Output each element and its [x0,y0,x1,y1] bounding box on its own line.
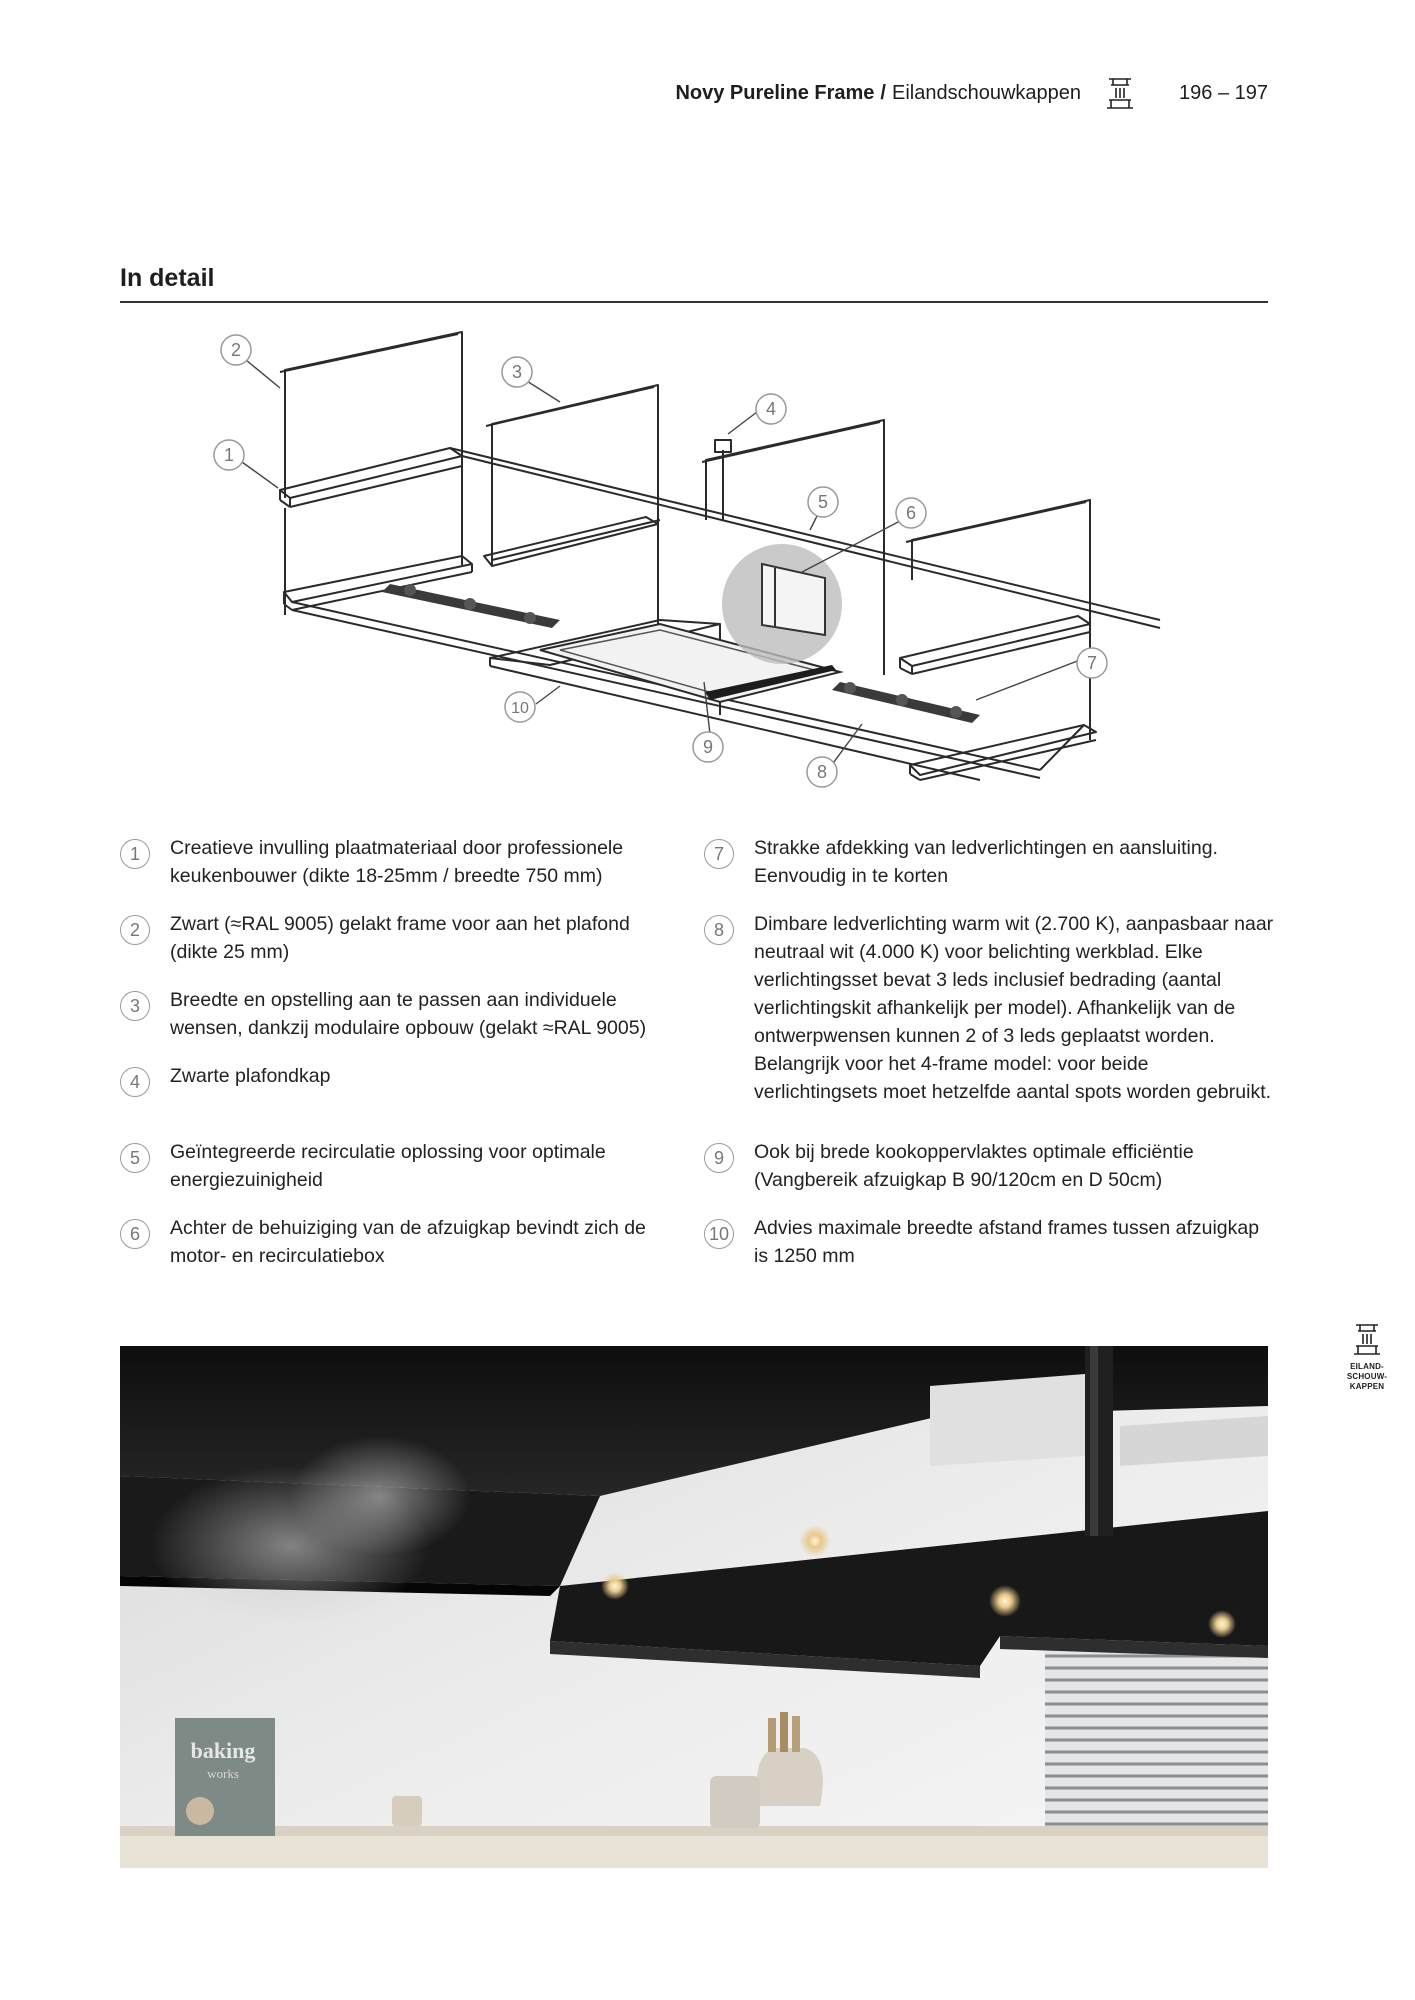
side-tab-line: SCHOUW- [1346,1372,1388,1381]
legend-text: Creatieve invulling plaatmateriaal door professionele keukenbouwer (dikte 18-25mm / breedte 750 mm) [170,837,624,887]
legend-number: 4 [120,1067,150,1097]
title-rule [120,301,1268,303]
legend-number: 1 [120,839,150,869]
legend-number: 3 [120,991,150,1021]
legend-number: 7 [704,839,734,869]
callout-8 [807,757,837,787]
legend-number: 5 [120,1143,150,1173]
legend-item [120,1062,670,1097]
callout-label: 3 [511,362,523,382]
cookbook [175,1718,275,1836]
legend-item [120,1138,670,1194]
callout-9 [693,732,723,762]
legend-item [704,1214,1274,1270]
legend-text: Strakke afdekking van ledverlichtingen en aansluiting. Eenvoudig in te korten [754,837,1218,887]
callout-label: 6 [905,503,917,523]
header-separator: / [880,81,886,104]
legend-item [120,1214,670,1270]
legend-number: 6 [120,1219,150,1249]
legend-text: Dimbare ledverlichting warm wit (2.700 K), aanpasbaar naar neutraal wit (4.000 K) voor belichting werkblad. Elke verlichtingsset bevat 3 leds inclusief bedrading (aantal verlichtingskit afhankelijk per model). Afhankelijk van de ontwerpwensen kunnen 2 of 3 leds geplaatst worden. Belangrijk voor het 4-frame model: voor beide verlichtingsets moet hetzelfde aantal spots worden gebruikt. [754,913,1274,1103]
island-hood-icon [1105,76,1135,110]
recirculation-box [722,544,842,664]
island-hood-icon [1352,1322,1382,1356]
callout-7 [1077,648,1107,678]
book-title: baking [190,1738,256,1763]
legend-number: 9 [704,1143,734,1173]
legend-number: 2 [120,915,150,945]
callout-5 [808,487,838,517]
legend-number: 10 [704,1219,734,1249]
legend-item [120,834,670,890]
legend-text: Geïntegreerde recirculatie oplossing voor optimale energiezuinigheid [170,1141,606,1191]
callout-label: 4 [765,399,777,419]
legend-text: Advies maximale breedte afstand frames tussen afzuigkap is 1250 mm [754,1217,1260,1267]
legend-item [120,986,670,1042]
page-numbers: 196 – 197 [1179,81,1268,104]
frame-structure [280,332,1160,780]
section-title: In detail [120,264,215,292]
legend-item [704,1138,1274,1194]
book-subtitle: works [207,1766,239,1781]
callout-6 [896,498,926,528]
callout-label: 8 [816,762,828,782]
side-tab-line: KAPPEN [1349,1382,1385,1391]
callout-label: 10 [511,700,529,717]
callout-label: 5 [817,492,829,512]
side-tab[interactable] [1345,1322,1389,1392]
page-header [675,76,1268,110]
callout-3 [502,357,532,387]
legend-text: Zwarte plafondkap [170,1065,331,1087]
legend-text: Achter de behuiziging van de afzuigkap bevindt zich de motor- en recirculatiebox [170,1217,646,1267]
callout-label: 1 [223,445,235,465]
kitchen-photo [120,1346,1268,1868]
legend-text: Breedte en opstelling aan te passen aan individuele wensen, dankzij modulaire opbouw (gelakt ≈RAL 9005) [170,989,647,1039]
callout-4 [756,394,786,424]
callout-10 [505,692,535,722]
legend-text: Zwart (≈RAL 9005) gelakt frame voor aan het plafond (dikte 25 mm) [170,913,630,963]
callout-label: 2 [230,340,242,360]
legend-item [704,910,1274,1106]
callout-label: 7 [1086,653,1098,673]
legend-item [120,910,670,966]
callout-2 [221,335,251,365]
legend-text: Ook bij brede kookoppervlaktes optimale efficiëntie (Vangbereik afzuigkap B 90/120cm en D 50cm) [754,1141,1194,1191]
legend-number: 8 [704,915,734,945]
category-name: Eilandschouwkappen [891,81,1082,104]
brand-name: Novy Pureline Frame [675,81,875,104]
legend-item [704,834,1274,890]
callout-1 [214,440,244,470]
side-tab-line: EILAND- [1350,1362,1384,1371]
frame-hood-diagram [120,320,1268,810]
callout-label: 9 [702,737,714,757]
